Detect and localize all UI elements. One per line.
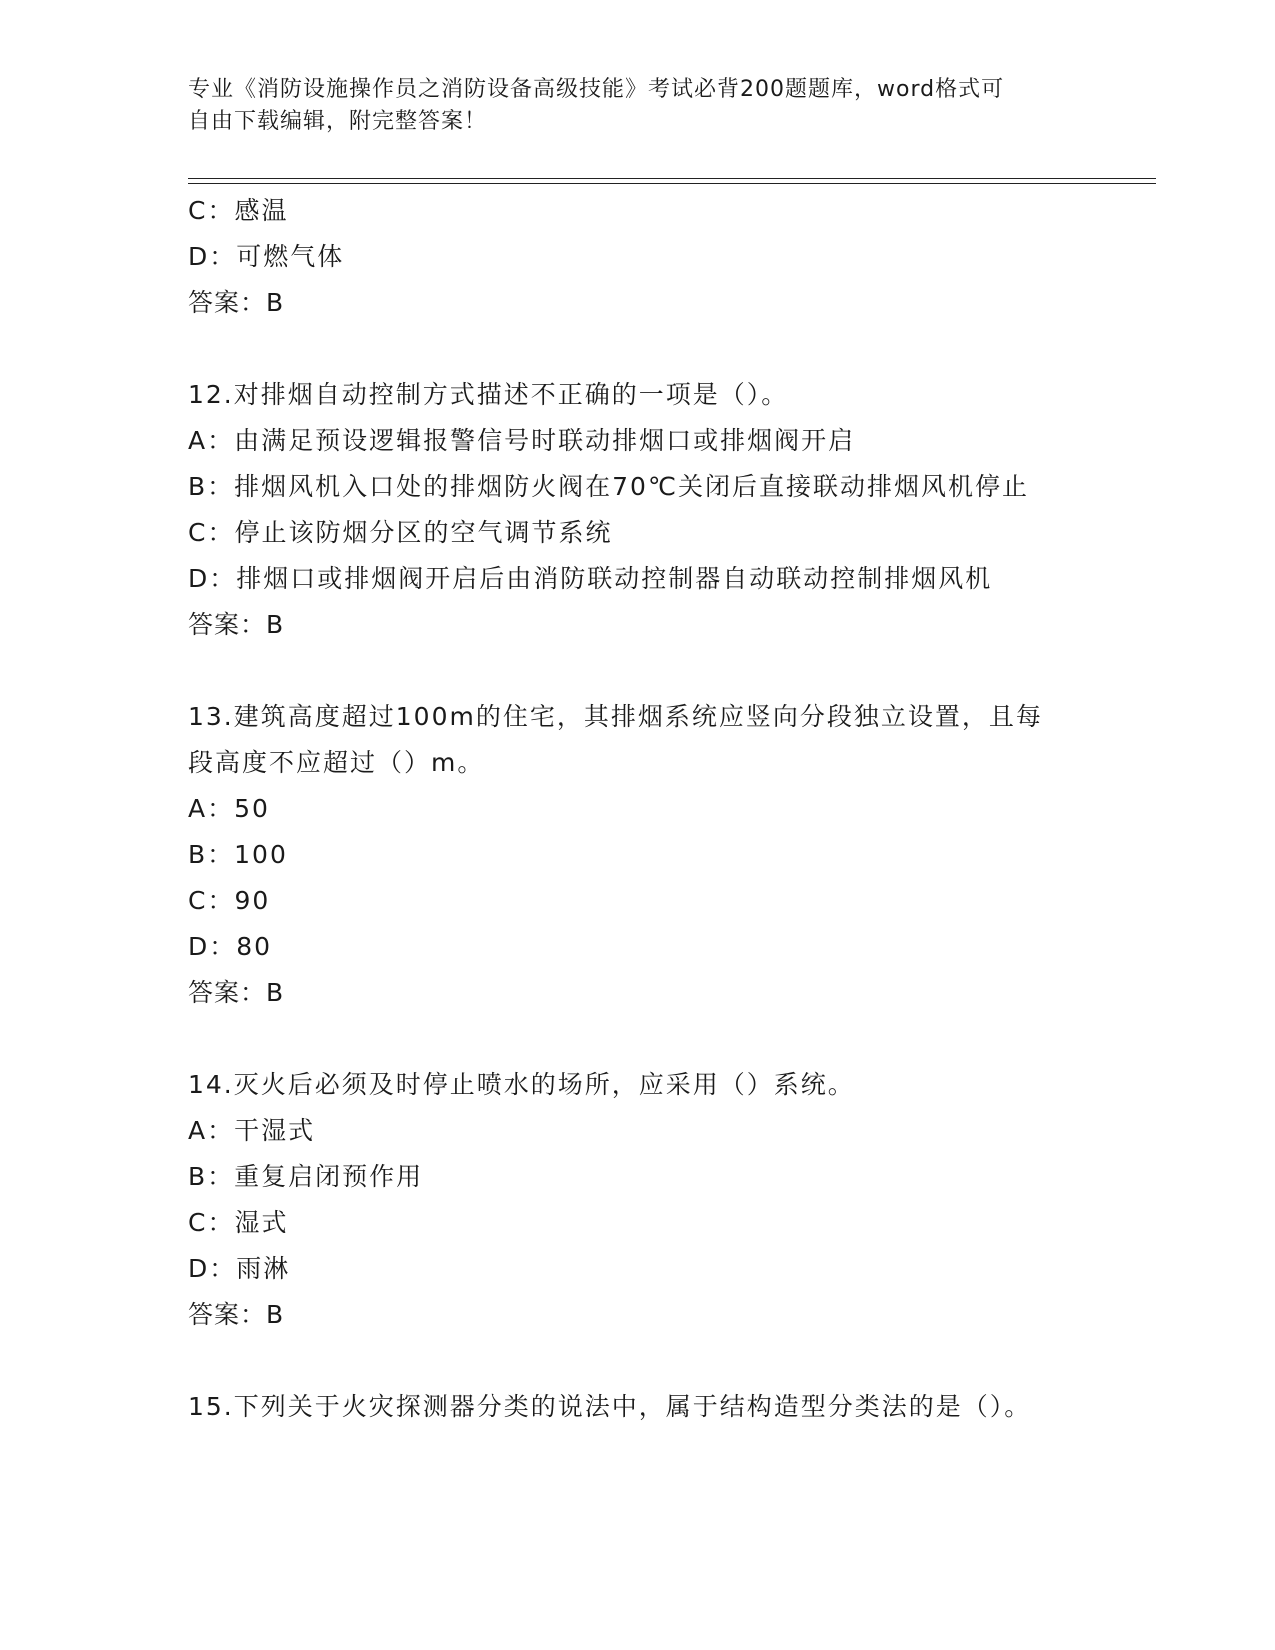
option-d: D：80 [188,932,273,961]
option-d: D：排烟口或排烟阀开启后由消防联动控制器自动联动控制排烟风机 [188,564,993,593]
question-15 [188,1384,1148,1430]
option-a: A：由满足预设逻辑报警信号时联动排烟口或排烟阀开启 [188,426,856,455]
option-d: D：雨淋 [188,1254,291,1283]
option-a: A：50 [188,794,270,823]
option-b: B：排烟风机入口处的排烟防火阀在70℃关闭后直接联动排烟风机停止 [188,472,1030,501]
option-c: C：90 [188,886,271,915]
answer-line: 答案：B [188,978,285,1007]
question-stem: 12.对排烟自动控制方式描述不正确的一项是（）。 [188,380,789,409]
partial-question [188,188,1148,326]
header-divider-bottom [188,183,1156,184]
document-header [188,74,1088,138]
option-c: C：停止该防烟分区的空气调节系统 [188,518,613,547]
option-c: C：感温 [188,196,289,225]
option-a: A：干湿式 [188,1116,316,1145]
option-b: B：重复启闭预作用 [188,1162,424,1191]
answer-line: 答案：B [188,288,285,317]
question-stem: 14.灭火后必须及时停止喷水的场所，应采用（）系统。 [188,1070,855,1099]
header-line-2: 自由下载编辑，附完整答案！ [188,109,488,134]
question-stem: 13.建筑高度超过100m的住宅，其排烟系统应竖向分段独立设置，且每段高度不应超过（）m。 [188,702,1043,777]
question-14 [188,1062,1148,1338]
header-line-1: 专业《消防设施操作员之消防设备高级技能》考试必背200题题库，word格式可 [188,77,1005,102]
option-b: B：100 [188,840,288,869]
question-12 [188,372,1148,648]
answer-line: 答案：B [188,1300,285,1329]
question-stem: 15.下列关于火灾探测器分类的说法中，属于结构造型分类法的是（）。 [188,1392,1032,1421]
answer-line: 答案：B [188,610,285,639]
question-13 [188,694,1148,1016]
option-d: D：可燃气体 [188,242,345,271]
option-c: C：湿式 [188,1208,289,1237]
question-list [188,188,1148,1430]
header-divider-top [188,178,1156,179]
